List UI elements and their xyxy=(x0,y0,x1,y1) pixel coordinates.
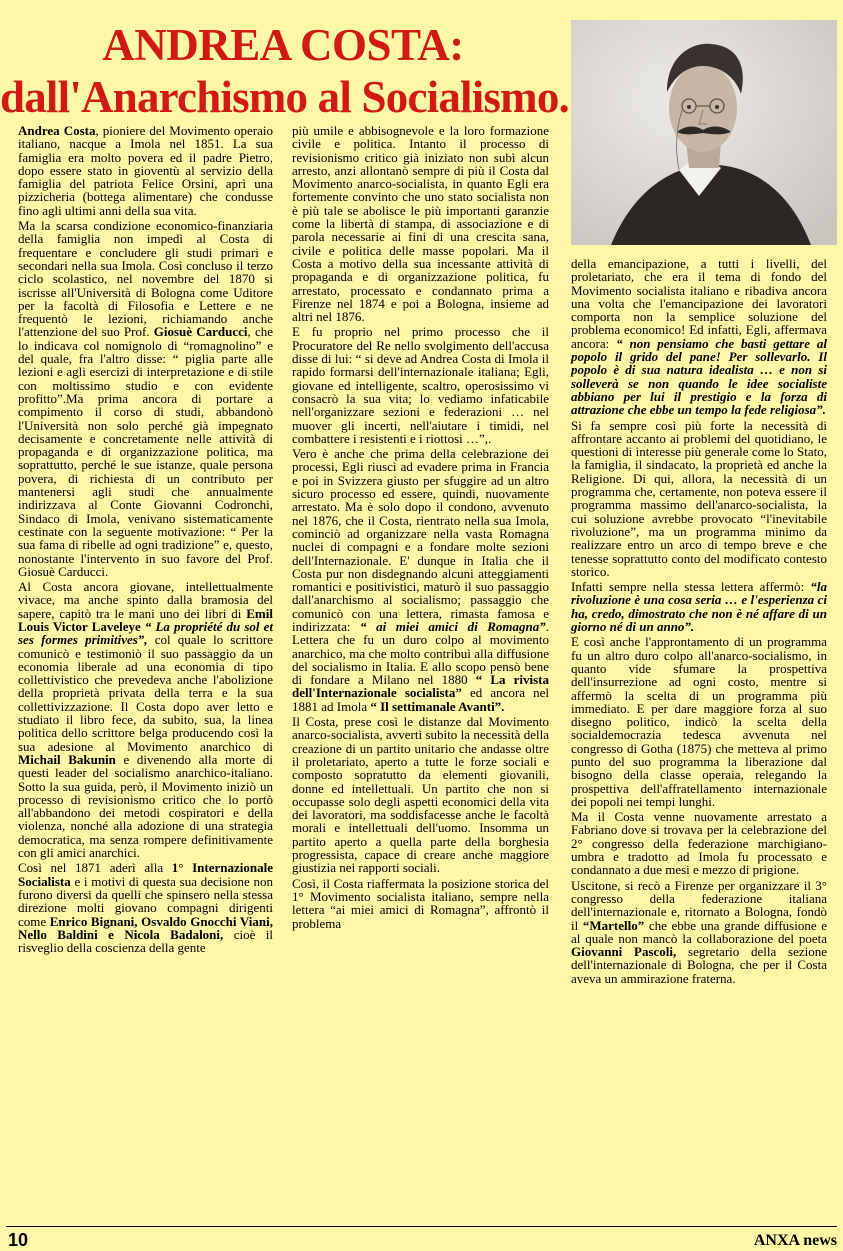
paragraph: Si fa sempre così più forte la necessità di affrontare accanto ai problemi del quotidiano, le questioni di interesse più generale come lo Stato, la famiglia, il sindacato, la proprietà ed anche la Religione. Di qui, allora, la necessità di un programma che, certamente, non poteva essere il programma massimo dell'anarco-socialista, la cui soluzione avrebbe provocato “l'inevitabile rivoluzione”, ma un programma minimo da realizzare entro un arco di tempo breve e che tenesse soprattutto conto del modificato contesto storico. xyxy=(571,417,827,579)
bold-name: Andrea Costa xyxy=(18,123,96,138)
paragraph xyxy=(292,447,549,713)
text-run: , pioniere del Movimento operaio italiano, nacque a Imola nel 1851. La sua famiglia era molto povera ed il padre Pietro, dopo essere stato in gioventù al servizio della famiglia del patriota Felice Orsini, aprì una pizzicheria (bottega alimentare) che condusse fino agli ultimi anni della sua vita. xyxy=(18,123,273,218)
article-title-line2: dall'Anarchismo al Socialismo. xyxy=(0,72,569,122)
paragraph: E così anche l'approntamento di un programma fu un altro duro colpo all'anarco-socialismo, in quanto vide sfumare la prospettiva dell'insurrezione ad ogni costo, mentre si affermò la scelta di un programma più immediato. E per dare maggiore forza al suo disegno politico, indicò la scelta della socialdemocrazia tedesca avvenuta nel congresso di Gotha (1875) che metteva al primo punto del suo programma la liberazione dal bisogno della classe operaia, relegando la prospettiva dell'affratellamento internazionale dei popoli nei tempi lunghi. xyxy=(571,634,827,809)
article-column-2 xyxy=(292,124,549,932)
letter-title: “ ai miei amici di Romagna” xyxy=(360,618,546,634)
bold-name: Emil Louis Victor Laveleye xyxy=(18,605,273,634)
paragraph xyxy=(18,861,273,954)
paragraph: E fu proprio nel primo processo che il Procuratore del Re nello svolgimento dell'accusa disse di lui: “ si deve ad Andrea Costa di Imola il rapido formarsi dell'internazionale italiana; Egli, giovane ed intelligente, scaltro, operosissimo vi consacrò la sua vita; lo vediamo infaticabile nell'organizzare sezioni e federazioni … nel muover gli incerti, nell'aiutare i timidi, nel combattere i resistenti e i riottosi …”,. xyxy=(292,324,549,446)
page-number: 10 xyxy=(8,1230,29,1250)
text-run: che ebbe una grande diffusione e al quale non mancò la collaborazione del poeta xyxy=(571,917,827,946)
publication-title: “Martello” xyxy=(582,917,645,933)
paragraph xyxy=(18,219,273,578)
article-title-line1: ANDREA COSTA: xyxy=(102,20,464,70)
text-run: della emancipazione, a tutti i livelli, del proletariato, che era il tema di fondo del Movimento socialista italiano e ribadiva ancora una volta che l'emancipazione dei lavoratori comporta non la semplice soluzione del problema economico! Ed infatti, Egli, affermava ancora: xyxy=(571,256,827,351)
bold-names: Enrico Bignani, Osvaldo Gnocchi Viani, Nello Baldini e Nicola Badaloni, xyxy=(18,913,273,942)
publication-name: ANXA news xyxy=(753,1232,837,1249)
paragraph: più umile e abbisognevole e la loro formazione civile e politica. Intanto il processo di revisionismo critico già iniziato non subì alcun arresto, anzi allontanò sempre di più il Costa dal Movimento anarco-socialista, in quanto Egli era fortemente convinto che uno stato socialista non è più tale se abolisce le più importanti garanzie come la libertà di stampa, di associazione e di parola necessarie ai fini di una crescita sana, civile e politica delle masse popolari. Ma il Costa a motivo della sua incessante attività di propaganda e di organizzazione politica, fu arrestato, processato e condannato prima a Firenze nel 1874 e poi a Bologna, insieme ad altri nel 1876. xyxy=(292,123,549,325)
text-run: Vero è anche che prima della celebrazione dei processi, Egli riuscì ad evadere prima in Francia e poi in Svizzera giusto per sfuggire ad un altro sicuro processo ed essere, quindi, nuovamente arrestato. Ma è solo dopo il condono, avvenuto nel 1876, che il Costa, rientrato nella sua Imola, cominciò ad organizzare nella vasta Romagna nuclei di compagni e a fondare molte sezioni dell'Internazionale. E' dunque in Italia che il Costa pur non disdegnando alcuni atteggiamenti romantici e positivistici, maturò il suo passaggio dall'anarchismo al socialismo; passaggio che comunicò con una lettera, rimasta famosa e indirizzata: xyxy=(292,446,549,634)
article-column-3 xyxy=(571,257,827,987)
text-run: e divenendo alla morte di questi leader del socialismo anarchico-italiano. Sotto la sua guida, però, il Movimento iniziò un processo di revisionismo critico che lo portò all'abbandono dei metodi cospiratori e della violenza, nonché alla adozione di una strategia democratica, ma senza rompere definitivamente con gli amici anarchici. xyxy=(18,751,273,861)
text-run: Uscitone, si recò a Firenze per organizzare il 3° congresso della federazione italiana dell'internazionale e, ritornato a Bologna, fondò il xyxy=(571,877,827,933)
bold-name: Michail Bakunin xyxy=(18,751,116,767)
paragraph xyxy=(18,580,273,859)
text-run: e i motivi di questa sua decisione non furono diversi da quelli che spinsero nella stessa direzione molti giovano compagni dirigenti come xyxy=(18,873,273,929)
paragraph xyxy=(571,879,827,985)
footer-divider xyxy=(6,1226,837,1227)
paragraph xyxy=(18,124,273,217)
paragraph xyxy=(571,257,827,417)
article-column-1 xyxy=(18,124,273,956)
bold-name: 1° Internazionale Socialista xyxy=(18,860,273,889)
text-run: cioè il risveglio della coscienza della gente xyxy=(18,926,273,956)
text-run: col quale lo scrittore comunicò e testimoniò il suo passaggio da un economia liberale ad una economia di tipo collettivistico che prevedeva anche l'abolizione della proprietà privata della terra e la sua collettivizzazione. Il Costa dopo aver letto e studiato il libro fece, da subito, sua, la linea politica dello scrittore belga producendo così la sua adesione al Movimento anarchico di xyxy=(18,632,273,754)
text-run: Infatti sempre nella stessa lettera affermò: xyxy=(571,579,811,595)
publication-title: “ Il settimanale Avanti”. xyxy=(370,698,505,714)
text-run: ed ancora nel 1881 ad Imola xyxy=(292,685,549,714)
text-run: Al Costa ancora giovane, intellettualmente vivace, ma anche spinto dalla bramosia del sapere, capitò tra le mani uno dei libri di xyxy=(18,579,273,621)
bold-name: Giosuè Carducci xyxy=(153,324,248,340)
text-run: , che lo indicava col nomignolo di “romagnolino” e del quale, fra l'altro disse: “ piglia parte alle lezioni e agli esercizi di interpretazione e di stile con moltissimo studio e con evidente profitto”.Ma prima ancora di portare a compimento il corso di studi, abbandonò l'Università non solo perché già impegnato decisamente e concretamente nelle attività di propaganda e di organizzazione politica, ma soprattutto, perché le sue istanze, quale persona povera, di richiesta di un contributo per mantenersi agli studi che annualmente indirizzava al Conte Giovanni Codronchi, Sindaco di Imola, venivano sistematicamente cestinate con la seguente motivazione: “ Per la sua fama di ribelle ad ogni tradizione” e, questo, nonostante l'intervento in suo favore del Prof. Giosuè Carducci. xyxy=(18,324,274,579)
text-run: . Lettera che fu un duro colpo al movimento anarchico, ma che molto contribuì alla diffusione del socialismo in Italia. E allo scopo pensò bene di fondare a Milano nel 1880 xyxy=(292,618,550,688)
book-title: “ La propriété du sol et ses formes primitives”, xyxy=(18,618,273,648)
portrait-photo xyxy=(571,20,837,245)
paragraph: Ma il Costa venne nuovamente arrestato a Fabriano dove si trovava per la celebrazione del 2° congresso della federazione marchigiano-umbra e tradotto ad Imola fu processato e condannato a due mesi e mezzo di prigione. xyxy=(571,809,827,878)
publication-title: “ La rivista dell'Internazionale socialista” xyxy=(292,672,550,701)
portrait-illustration xyxy=(571,20,837,245)
text-run: segretario della sezione dell'internazionale di Bologna, che per il Costa aveva un ammirazione fraterna. xyxy=(571,944,827,986)
text-run: Così nel 1871 aderì alla xyxy=(18,860,172,876)
bold-name: Giovanni Pascoli, xyxy=(571,944,677,960)
paragraph: Così, il Costa riaffermata la posizione storica del 1° Movimento socialista italiano, sempre nella lettera “ai miei amici di Romagna”, affrontò il problema xyxy=(292,875,549,931)
quote: “ non pensiamo che basti gettare al popolo il grido del pane! Per sollevarlo. Il popolo è di sua natura idealista … e non si solleverà se non quando le idee socialiste abbiano per lui il prestigio e la forza di attrazione che ebbe un tempo la fede religiosa”. xyxy=(571,335,827,418)
text-run: Ma la scarsa condizione economico-finanziaria della famiglia non impedì al Costa di frequentare e concludere gli studi primari e secondari nella sua Imola. Così concluso il terzo ciclo scolastico, nel novembre del 1870 si iscrisse all'Università di Bologna come Uditore per la facoltà di Filosofia e Lettere e ne frequentò le lezioni, richiamando anche l'attenzione del suo Prof. xyxy=(18,218,273,340)
paragraph: Il Costa, prese così le distanze dal Movimento anarco-socialista, avvertì subito la necessità della creazione di un partito unitario che andasse oltre il proletariato, aperto a tutte le forze sociali e composto sopratutto da elementi giovanili, donne ed intellettuali. Un partito che non si occupasse solo degli aspetti economici della vita dei lavoratori, ma soddisfacesse anche le facoltà morali e intellettuali dell'uomo. Insomma un partito aperto a quella parte della borghesia progressista, capace di creare anche maggiore giustizia nei rapporti sociali. xyxy=(292,714,549,876)
quote: “la rivoluzione è una cosa seria … e l'esperienza ci ha, credo, dimostrato che non è né affare di un giorno né di un anno”. xyxy=(571,579,827,635)
paragraph xyxy=(571,580,827,633)
